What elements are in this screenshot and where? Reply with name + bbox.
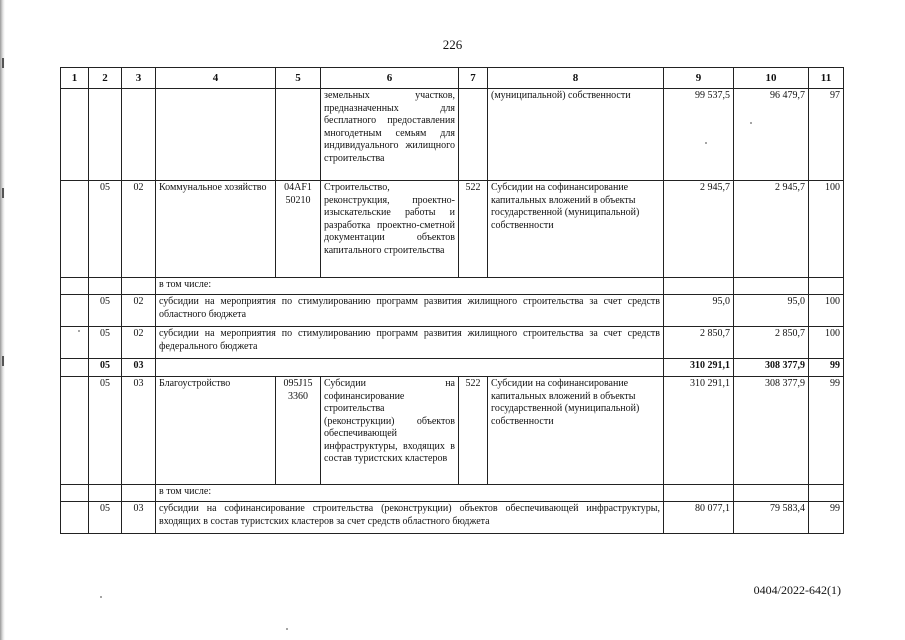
cell-col1 [61, 181, 89, 278]
scan-speck [286, 628, 288, 630]
scan-mark [2, 356, 4, 366]
cell-actual: 2 945,7 [734, 181, 809, 278]
cell-section: 05 [89, 327, 122, 359]
header-cell: 3 [122, 68, 156, 89]
cell-description: Строительство, реконструкция, проектно-изыскательские работы и разработка проектно-сметной документации объектов капитального строительства [321, 181, 459, 278]
cell-type-code [459, 89, 488, 181]
cell-percent: 100 [809, 327, 844, 359]
header-cell: 5 [276, 68, 321, 89]
cell-plan [664, 278, 734, 295]
cell-subsection: 02 [122, 327, 156, 359]
cell-subsection [122, 485, 156, 502]
table-row [61, 327, 844, 359]
header-cell: 2 [89, 68, 122, 89]
table-row [61, 278, 844, 295]
table-row-total [61, 359, 844, 377]
table-row [61, 485, 844, 502]
cell-label: в том числе: [156, 278, 664, 295]
scan-speck [705, 142, 707, 144]
cell-plan: 310 291,1 [664, 377, 734, 485]
header-cell: 9 [664, 68, 734, 89]
cell-plan: 2 850,7 [664, 327, 734, 359]
cell-span-description: субсидии на софинансирование строительства (реконструкции) объектов обеспечивающей инфраструктуры, входящих в состав туристских кластеров за счет средств областного бюджета [156, 502, 664, 534]
cell-percent: 99 [809, 359, 844, 377]
cell-plan: 2 945,7 [664, 181, 734, 278]
cell-subsection: 03 [122, 377, 156, 485]
header-cell: 11 [809, 68, 844, 89]
document-code: 0404/2022-642(1) [753, 583, 841, 597]
cell-span-description: субсидии на мероприятия по стимулированию программ развития жилищного строительства за счет средств областного бюджета [156, 295, 664, 327]
scan-edge [0, 0, 5, 640]
cell-percent: 97 [809, 89, 844, 181]
cell-plan: 310 291,1 [664, 359, 734, 377]
cell-percent: 99 [809, 502, 844, 534]
table-row [61, 377, 844, 485]
header-cell: 10 [734, 68, 809, 89]
cell-percent [809, 278, 844, 295]
header-cell: 4 [156, 68, 276, 89]
cell-plan [664, 485, 734, 502]
cell-actual [734, 485, 809, 502]
cell-code [276, 89, 321, 181]
cell-actual: 79 583,4 [734, 502, 809, 534]
page-number: 226 [442, 37, 463, 52]
scan-speck [100, 596, 102, 598]
cell-section: 05 [89, 181, 122, 278]
cell-type-name: (муниципальной) собственности [488, 89, 664, 181]
cell-percent [809, 485, 844, 502]
cell-name: Благоустройство [156, 377, 276, 485]
cell-subsection: 02 [122, 295, 156, 327]
cell-description: Субсидии на софинансирование строительства (реконструкции) объектов обеспечивающей инфраструктуры, входящих в состав туристских кластеров [321, 377, 459, 485]
header-cell: 7 [459, 68, 488, 89]
cell-subsection [122, 278, 156, 295]
scan-speck [78, 330, 80, 332]
cell-span-description: субсидии на мероприятия по стимулированию программ развития жилищного строительства за счет средств федерального бюджета [156, 327, 664, 359]
cell-subsection: 03 [122, 502, 156, 534]
cell-actual: 96 479,7 [734, 89, 809, 181]
cell-col1 [61, 327, 89, 359]
cell-percent: 100 [809, 295, 844, 327]
table-header-row [61, 68, 844, 89]
cell-section [89, 278, 122, 295]
cell-type-code: 522 [459, 377, 488, 485]
cell-percent: 99 [809, 377, 844, 485]
cell-actual: 2 850,7 [734, 327, 809, 359]
cell-section: 05 [89, 359, 122, 377]
cell-col1 [61, 485, 89, 502]
scan-speck [750, 122, 752, 124]
scan-mark [2, 188, 4, 198]
cell-section [89, 89, 122, 181]
cell-type-code: 522 [459, 181, 488, 278]
cell-section [89, 485, 122, 502]
cell-section: 05 [89, 502, 122, 534]
cell-col1 [61, 278, 89, 295]
table-row [61, 181, 844, 278]
cell-section: 05 [89, 377, 122, 485]
cell-name: Коммунальное хозяйство [156, 181, 276, 278]
cell-description: земельных участков, предназначенных для бесплатного предоставления многодетным семьям для индивидуального жилищного строительства [321, 89, 459, 181]
scan-mark [2, 58, 4, 68]
cell-actual: 308 377,9 [734, 377, 809, 485]
cell-span-description [156, 359, 664, 377]
cell-percent: 100 [809, 181, 844, 278]
cell-col1 [61, 359, 89, 377]
table-row [61, 89, 844, 181]
cell-subsection [122, 89, 156, 181]
cell-code: 04AF1 50210 [276, 181, 321, 278]
table-row [61, 295, 844, 327]
cell-label: в том числе: [156, 485, 664, 502]
cell-actual [734, 278, 809, 295]
cell-actual: 95,0 [734, 295, 809, 327]
cell-code: 095J15 3360 [276, 377, 321, 485]
header-cell: 1 [61, 68, 89, 89]
cell-plan: 99 537,5 [664, 89, 734, 181]
cell-col1 [61, 295, 89, 327]
cell-type-name: Субсидии на софинансирование капитальных вложений в объекты государственной (муниципальной) собственности [488, 377, 664, 485]
cell-col1 [61, 377, 89, 485]
cell-subsection: 03 [122, 359, 156, 377]
cell-plan: 95,0 [664, 295, 734, 327]
cell-col1 [61, 89, 89, 181]
cell-col1 [61, 502, 89, 534]
table-row [61, 502, 844, 534]
cell-plan: 80 077,1 [664, 502, 734, 534]
cell-name [156, 89, 276, 181]
header-cell: 6 [321, 68, 459, 89]
cell-actual: 308 377,9 [734, 359, 809, 377]
budget-table [60, 67, 844, 534]
cell-subsection: 02 [122, 181, 156, 278]
header-cell: 8 [488, 68, 664, 89]
cell-type-name: Субсидии на софинансирование капитальных вложений в объекты государственной (муниципальной) собственности [488, 181, 664, 278]
cell-section: 05 [89, 295, 122, 327]
